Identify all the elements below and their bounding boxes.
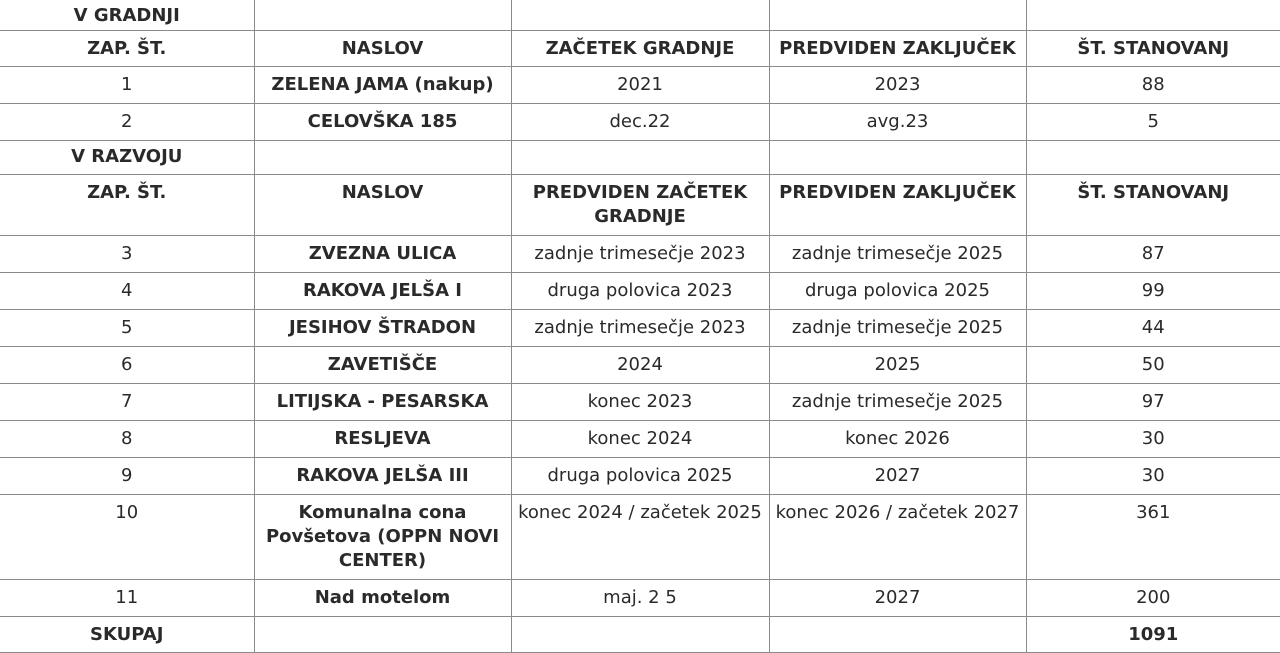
table-row <box>0 67 1280 104</box>
start-date: zadnje trimesečje 2023 <box>511 310 769 347</box>
project-name: Komunalna cona Povšetova (OPPN NOVI CENTER) <box>254 495 511 580</box>
apartment-count: 200 <box>1026 580 1280 617</box>
end-date: 2027 <box>769 458 1026 495</box>
row-number: 6 <box>0 347 254 384</box>
table-row <box>0 310 1280 347</box>
row-number: 4 <box>0 273 254 310</box>
start-date: 2021 <box>511 67 769 104</box>
column-header: PREDVIDEN ZAKLJUČEK <box>769 175 1026 236</box>
apartment-count: 30 <box>1026 421 1280 458</box>
apartment-count: 361 <box>1026 495 1280 580</box>
column-header: PREDVIDEN ZAČETEK GRADNJE <box>511 175 769 236</box>
table-row <box>0 273 1280 310</box>
end-date: konec 2026 <box>769 421 1026 458</box>
start-date: druga polovica 2023 <box>511 273 769 310</box>
apartment-count: 87 <box>1026 236 1280 273</box>
table-row <box>0 104 1280 141</box>
row-number: 5 <box>0 310 254 347</box>
project-name: RESLJEVA <box>254 421 511 458</box>
end-date: zadnje trimesečje 2025 <box>769 236 1026 273</box>
project-name: JESIHOV ŠTRADON <box>254 310 511 347</box>
row-number: 7 <box>0 384 254 421</box>
apartment-count: 44 <box>1026 310 1280 347</box>
table-row <box>0 384 1280 421</box>
table-row <box>0 458 1280 495</box>
column-header: NASLOV <box>254 175 511 236</box>
project-name: CELOVŠKA 185 <box>254 104 511 141</box>
project-name: ZVEZNA ULICA <box>254 236 511 273</box>
end-date: zadnje trimesečje 2025 <box>769 384 1026 421</box>
column-header: NASLOV <box>254 31 511 67</box>
end-date: 2027 <box>769 580 1026 617</box>
total-value: 1091 <box>1026 617 1280 653</box>
start-date: konec 2024 / začetek 2025 <box>511 495 769 580</box>
table-row <box>0 347 1280 384</box>
header-row <box>0 175 1280 236</box>
column-header: ZAP. ŠT. <box>0 31 254 67</box>
section-label: V RAZVOJU <box>0 141 254 175</box>
project-name: Nad motelom <box>254 580 511 617</box>
start-date: dec.22 <box>511 104 769 141</box>
apartment-count: 88 <box>1026 67 1280 104</box>
start-date: konec 2023 <box>511 384 769 421</box>
project-name: RAKOVA JELŠA I <box>254 273 511 310</box>
start-date: 2024 <box>511 347 769 384</box>
project-name: ZELENA JAMA (nakup) <box>254 67 511 104</box>
table-row <box>0 580 1280 617</box>
header-row <box>0 31 1280 67</box>
end-date: 2023 <box>769 67 1026 104</box>
apartment-count: 97 <box>1026 384 1280 421</box>
project-name: ZAVETIŠČE <box>254 347 511 384</box>
project-name: LITIJSKA - PESARSKA <box>254 384 511 421</box>
section-row-development <box>0 141 1280 175</box>
end-date: 2025 <box>769 347 1026 384</box>
column-header: ŠT. STANOVANJ <box>1026 31 1280 67</box>
total-row <box>0 617 1280 653</box>
project-name: RAKOVA JELŠA III <box>254 458 511 495</box>
row-number: 1 <box>0 67 254 104</box>
start-date: zadnje trimesečje 2023 <box>511 236 769 273</box>
row-number: 8 <box>0 421 254 458</box>
column-header: PREDVIDEN ZAKLJUČEK <box>769 31 1026 67</box>
section-row-building <box>0 0 1280 31</box>
total-label: SKUPAJ <box>0 617 254 653</box>
start-date: druga polovica 2025 <box>511 458 769 495</box>
column-header: ŠT. STANOVANJ <box>1026 175 1280 236</box>
apartment-count: 5 <box>1026 104 1280 141</box>
end-date: druga polovica 2025 <box>769 273 1026 310</box>
row-number: 10 <box>0 495 254 580</box>
apartment-count: 99 <box>1026 273 1280 310</box>
apartment-count: 50 <box>1026 347 1280 384</box>
start-date: maj. 2 5 <box>511 580 769 617</box>
table-row <box>0 236 1280 273</box>
section-label: V GRADNJI <box>0 0 254 31</box>
end-date: zadnje trimesečje 2025 <box>769 310 1026 347</box>
row-number: 11 <box>0 580 254 617</box>
column-header: ZAČETEK GRADNJE <box>511 31 769 67</box>
row-number: 2 <box>0 104 254 141</box>
table-row <box>0 421 1280 458</box>
start-date: konec 2024 <box>511 421 769 458</box>
apartment-count: 30 <box>1026 458 1280 495</box>
table-row <box>0 495 1280 580</box>
end-date: avg.23 <box>769 104 1026 141</box>
row-number: 3 <box>0 236 254 273</box>
column-header: ZAP. ŠT. <box>0 175 254 236</box>
end-date: konec 2026 / začetek 2027 <box>769 495 1026 580</box>
row-number: 9 <box>0 458 254 495</box>
